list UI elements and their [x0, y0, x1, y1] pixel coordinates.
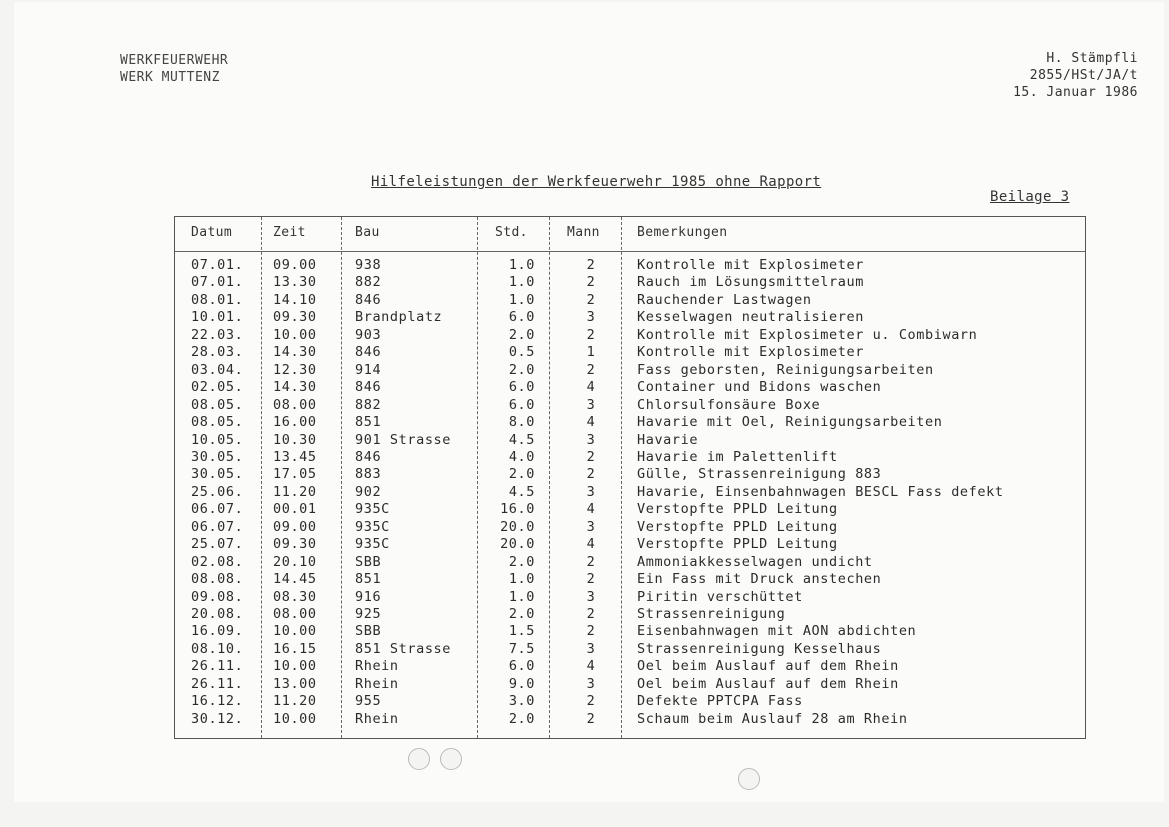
cell-std: 2.0 — [508, 326, 535, 343]
cell-std: 2.0 — [508, 361, 535, 378]
cell-std: 1.0 — [508, 274, 535, 291]
table-row — [175, 711, 1085, 728]
table-row — [175, 466, 1085, 483]
cell-bau: 851 — [355, 571, 382, 588]
cell-mann: 3 — [586, 396, 596, 413]
cell-std: 8.0 — [508, 414, 535, 431]
cell-mann: 2 — [586, 291, 596, 308]
table-row — [175, 641, 1085, 658]
cell-std: 6.0 — [508, 658, 535, 675]
cell-datum: 08.10. — [191, 640, 244, 657]
cell-zeit: 10.30 — [273, 431, 317, 448]
cell-bemerkungen: Chlorsulfonsäure Boxe — [637, 396, 821, 413]
table-row — [175, 432, 1085, 449]
cell-bau: 955 — [355, 693, 382, 710]
cell-zeit: 14.30 — [273, 379, 317, 396]
cell-mann: 2 — [586, 448, 596, 465]
cell-mann: 2 — [586, 623, 596, 640]
cell-zeit: 08.00 — [273, 606, 317, 622]
cell-mann: 3 — [586, 309, 596, 326]
cell-zeit: 20.10 — [273, 553, 317, 570]
cell-bau: 935C — [355, 501, 390, 518]
cell-datum: 30.12. — [191, 710, 244, 727]
cell-std: 6.0 — [508, 379, 535, 396]
cell-bau: Brandplatz — [355, 309, 443, 326]
cell-datum: 25.06. — [191, 483, 244, 500]
cell-datum: 25.07. — [191, 536, 244, 553]
cell-mann: 2 — [586, 257, 596, 273]
table-row — [175, 571, 1085, 588]
cell-zeit: 09.30 — [273, 536, 317, 553]
cell-zeit: 12.30 — [273, 361, 317, 378]
reference-code: 2855/HSt/JA/t — [1029, 68, 1138, 83]
table-row — [175, 536, 1085, 553]
table-row — [175, 344, 1085, 361]
cell-bemerkungen: Kontrolle mit Explosimeter — [637, 257, 864, 273]
cell-bemerkungen: Oel beim Auslauf auf dem Rhein — [637, 675, 899, 692]
document-title: Hilfeleistungen der Werkfeuerwehr 1985 ohne Rapport — [371, 174, 822, 190]
column-header-bau: Bau — [355, 225, 380, 240]
cell-mann: 2 — [586, 553, 596, 570]
cell-datum: 10.01. — [191, 309, 244, 326]
table-row — [175, 484, 1085, 501]
cell-datum: 08.08. — [191, 571, 244, 588]
cell-datum: 10.05. — [191, 431, 244, 448]
cell-std: 1.0 — [508, 588, 535, 605]
cell-std: 4.0 — [508, 448, 535, 465]
cell-bau: 846 — [355, 379, 382, 396]
cell-datum: 08.05. — [191, 414, 244, 431]
cell-mann: 2 — [586, 326, 596, 343]
cell-zeit: 13.00 — [273, 675, 317, 692]
cell-bau: Rhein — [355, 658, 399, 675]
cell-std: 20.0 — [500, 518, 535, 535]
cell-std: 0.5 — [508, 344, 535, 361]
cell-mann: 4 — [586, 658, 596, 675]
document-date: 15. Januar 1986 — [1013, 85, 1138, 100]
cell-datum: 02.08. — [191, 553, 244, 570]
cell-std: 1.0 — [508, 291, 535, 308]
cell-std: 2.0 — [508, 710, 535, 727]
cell-bau: Rhein — [355, 710, 399, 727]
cell-mann: 2 — [586, 571, 596, 588]
cell-std: 20.0 — [500, 536, 535, 553]
cell-zeit: 10.00 — [273, 710, 317, 727]
cell-bemerkungen: Verstopfte PPLD Leitung — [637, 501, 838, 518]
cell-mann: 2 — [586, 466, 596, 483]
cell-datum: 28.03. — [191, 344, 244, 361]
cell-bau: 883 — [355, 466, 382, 483]
punch-hole — [440, 748, 462, 770]
table-row — [175, 414, 1085, 431]
attachment-label: Beilage 3 — [990, 189, 1070, 205]
cell-bemerkungen: Havarie — [637, 431, 699, 448]
cell-zeit: 10.00 — [273, 326, 317, 343]
author-name: H. Stämpfli — [1046, 51, 1138, 66]
cell-bemerkungen: Verstopfte PPLD Leitung — [637, 518, 838, 535]
column-header-std: Std. — [495, 225, 528, 240]
cell-std: 16.0 — [500, 501, 535, 518]
cell-datum: 26.11. — [191, 675, 244, 692]
cell-bau: 916 — [355, 588, 382, 605]
cell-mann: 2 — [586, 693, 596, 710]
cell-std: 2.0 — [508, 466, 535, 483]
table-row — [175, 327, 1085, 344]
table-row — [175, 501, 1085, 518]
table-row — [175, 554, 1085, 571]
cell-bemerkungen: Strassenreinigung — [637, 606, 786, 622]
cell-datum: 30.05. — [191, 448, 244, 465]
cell-bau: 846 — [355, 344, 382, 361]
cell-zeit: 09.00 — [273, 518, 317, 535]
cell-datum: 20.08. — [191, 606, 244, 622]
cell-datum: 06.07. — [191, 501, 244, 518]
cell-datum: 26.11. — [191, 658, 244, 675]
cell-std: 4.5 — [508, 483, 535, 500]
table-row — [175, 379, 1085, 396]
cell-zeit: 08.30 — [273, 588, 317, 605]
cell-bemerkungen: Ammoniakkesselwagen undicht — [637, 553, 873, 570]
cell-bau: 902 — [355, 483, 382, 500]
cell-std: 6.0 — [508, 309, 535, 326]
cell-bau: 851 Strasse — [355, 640, 452, 657]
cell-mann: 3 — [586, 640, 596, 657]
cell-bemerkungen: Schaum beim Auslauf 28 am Rhein — [637, 710, 908, 727]
cell-bemerkungen: Gülle, Strassenreinigung 883 — [637, 466, 882, 483]
table-row — [175, 606, 1085, 623]
cell-bemerkungen: Ein Fass mit Druck anstechen — [637, 571, 882, 588]
cell-bemerkungen: Oel beim Auslauf auf dem Rhein — [637, 658, 899, 675]
cell-mann: 3 — [586, 518, 596, 535]
cell-bemerkungen: Verstopfte PPLD Leitung — [637, 536, 838, 553]
cell-zeit: 14.30 — [273, 344, 317, 361]
cell-zeit: 09.00 — [273, 257, 317, 273]
table-row — [175, 274, 1085, 291]
cell-datum: 22.03. — [191, 326, 244, 343]
cell-bemerkungen: Rauchender Lastwagen — [637, 291, 812, 308]
column-header-datum: Datum — [191, 225, 233, 240]
cell-zeit: 14.10 — [273, 291, 317, 308]
cell-bau: 925 — [355, 606, 382, 622]
cell-bemerkungen: Havarie im Palettenlift — [637, 448, 838, 465]
cell-bau: 846 — [355, 291, 382, 308]
cell-zeit: 17.05 — [273, 466, 317, 483]
cell-datum: 07.01. — [191, 257, 244, 273]
table-row — [175, 676, 1085, 693]
cell-bau: 851 — [355, 414, 382, 431]
cell-bau: 935C — [355, 536, 390, 553]
cell-datum: 16.09. — [191, 623, 244, 640]
cell-mann: 1 — [586, 344, 596, 361]
cell-bau: 903 — [355, 326, 382, 343]
table-header — [175, 217, 1085, 252]
cell-std: 6.0 — [508, 396, 535, 413]
cell-mann: 4 — [586, 379, 596, 396]
table-row — [175, 693, 1085, 710]
table-row — [175, 257, 1085, 274]
column-header-zeit: Zeit — [273, 225, 306, 240]
cell-zeit: 13.45 — [273, 448, 317, 465]
table-row — [175, 519, 1085, 536]
org-name: WERKFEUERWEHR — [120, 53, 229, 68]
cell-bau: 914 — [355, 361, 382, 378]
cell-zeit: 13.30 — [273, 274, 317, 291]
cell-datum: 03.04. — [191, 361, 244, 378]
cell-mann: 3 — [586, 675, 596, 692]
table-row — [175, 292, 1085, 309]
cell-mann: 2 — [586, 274, 596, 291]
column-header-bemerkungen: Bemerkungen — [637, 225, 728, 240]
cell-std: 1.5 — [508, 623, 535, 640]
org-location: WERK MUTTENZ — [120, 70, 220, 85]
cell-zeit: 11.20 — [273, 483, 317, 500]
cell-mann: 3 — [586, 431, 596, 448]
cell-mann: 3 — [586, 483, 596, 500]
table-row — [175, 362, 1085, 379]
cell-std: 2.0 — [508, 553, 535, 570]
cell-datum: 08.05. — [191, 396, 244, 413]
cell-zeit: 16.00 — [273, 414, 317, 431]
cell-zeit: 00.01 — [273, 501, 317, 518]
cell-zeit: 11.20 — [273, 693, 317, 710]
cell-bemerkungen: Container und Bidons waschen — [637, 379, 882, 396]
cell-zeit: 16.15 — [273, 640, 317, 657]
punch-hole — [408, 748, 430, 770]
cell-bau: 938 — [355, 257, 382, 273]
cell-bemerkungen: Defekte PPTCPA Fass — [637, 693, 803, 710]
cell-bemerkungen: Fass geborsten, Reinigungsarbeiten — [637, 361, 934, 378]
cell-std: 7.5 — [508, 640, 535, 657]
cell-mann: 2 — [586, 710, 596, 727]
cell-bemerkungen: Rauch im Lösungsmittelraum — [637, 274, 864, 291]
cell-datum: 30.05. — [191, 466, 244, 483]
cell-zeit: 14.45 — [273, 571, 317, 588]
cell-mann: 4 — [586, 536, 596, 553]
cell-datum: 07.01. — [191, 274, 244, 291]
cell-std: 1.0 — [508, 571, 535, 588]
cell-bemerkungen: Eisenbahnwagen mit AON abdichten — [637, 623, 917, 640]
cell-bau: SBB — [355, 623, 382, 640]
cell-bemerkungen: Kesselwagen neutralisieren — [637, 309, 864, 326]
cell-datum: 16.12. — [191, 693, 244, 710]
cell-zeit: 10.00 — [273, 658, 317, 675]
punch-hole — [738, 768, 760, 790]
cell-bau: 882 — [355, 274, 382, 291]
cell-std: 1.0 — [508, 257, 535, 273]
cell-bemerkungen: Havarie, Einsenbahnwagen BESCL Fass defekt — [637, 483, 1004, 500]
cell-std: 3.0 — [508, 693, 535, 710]
table-row — [175, 309, 1085, 326]
cell-std: 2.0 — [508, 606, 535, 622]
cell-datum: 09.08. — [191, 588, 244, 605]
cell-datum: 06.07. — [191, 518, 244, 535]
cell-datum: 02.05. — [191, 379, 244, 396]
table-row — [175, 658, 1085, 675]
cell-bemerkungen: Havarie mit Oel, Reinigungsarbeiten — [637, 414, 943, 431]
cell-bemerkungen: Kontrolle mit Explosimeter — [637, 344, 864, 361]
cell-bemerkungen: Strassenreinigung Kesselhaus — [637, 640, 882, 657]
cell-mann: 2 — [586, 606, 596, 622]
cell-mann: 4 — [586, 414, 596, 431]
cell-bau: SBB — [355, 553, 382, 570]
letterhead — [120, 52, 228, 86]
cell-mann: 2 — [586, 361, 596, 378]
cell-bau: Rhein — [355, 675, 399, 692]
cell-zeit: 08.00 — [273, 396, 317, 413]
cell-bemerkungen: Kontrolle mit Explosimeter u. Combiwarn — [637, 326, 978, 343]
cell-bau: 901 Strasse — [355, 431, 452, 448]
cell-bau: 846 — [355, 448, 382, 465]
cell-mann: 3 — [586, 588, 596, 605]
table-row — [175, 397, 1085, 414]
sender-block — [1013, 50, 1138, 101]
cell-zeit: 09.30 — [273, 309, 317, 326]
table-row — [175, 449, 1085, 466]
cell-bau: 935C — [355, 518, 390, 535]
table-row — [175, 589, 1085, 606]
cell-mann: 4 — [586, 501, 596, 518]
table-row — [175, 623, 1085, 640]
cell-std: 4.5 — [508, 431, 535, 448]
cell-std: 9.0 — [508, 675, 535, 692]
cell-datum: 08.01. — [191, 291, 244, 308]
column-header-mann: Mann — [567, 225, 600, 240]
cell-zeit: 10.00 — [273, 623, 317, 640]
incident-table — [174, 216, 1086, 739]
cell-bau: 882 — [355, 396, 382, 413]
cell-bemerkungen: Piritin verschüttet — [637, 588, 803, 605]
